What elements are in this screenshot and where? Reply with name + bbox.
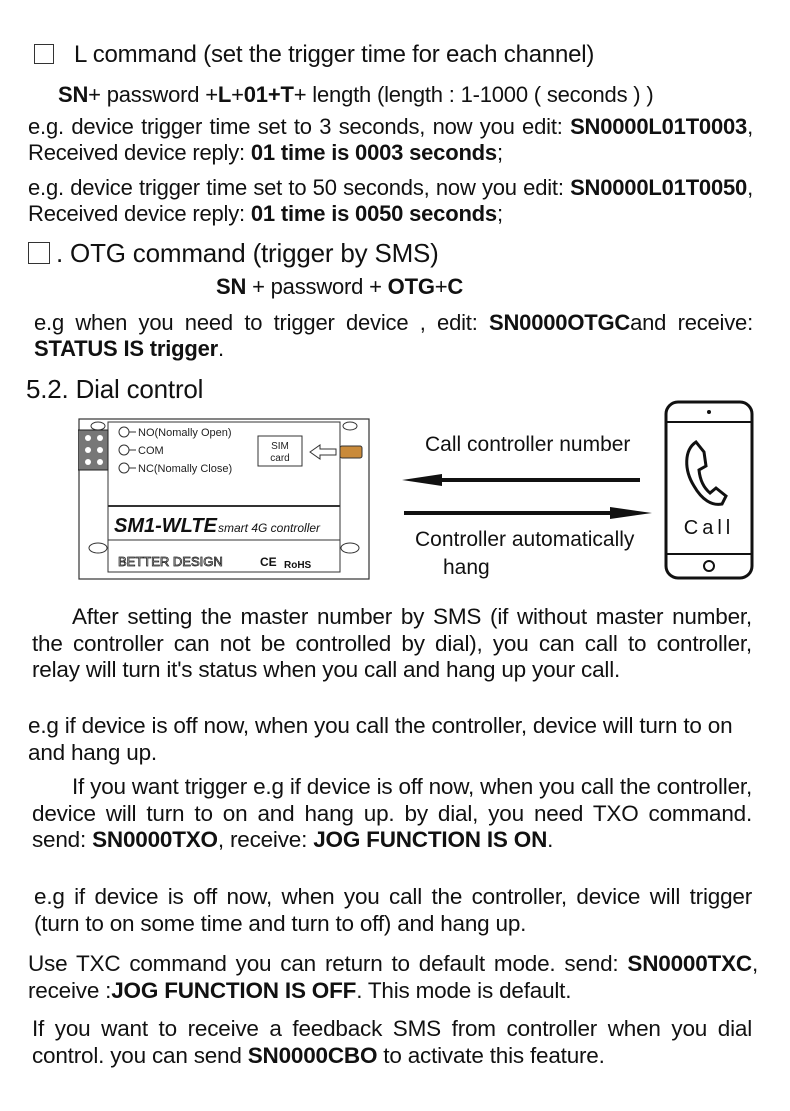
phone-illustration [664, 400, 754, 580]
paragraph-txc: Use TXC command you can return to default mode. send: SN0000TXC, receive :JOG FUNCTION IS OFF. This mode is default. [28, 951, 758, 1003]
arrow-left-icon [402, 470, 642, 490]
brand-logo: BETTER DESIGN [118, 554, 223, 569]
otg-command-syntax: SN + password + OTG+C [216, 274, 464, 299]
label-nc: NC(Nomally Close) [138, 463, 233, 475]
paragraph-example-off: e.g if device is off now, when you call the controller, device will turn to on and hang up. [28, 713, 733, 765]
l-command-heading: L command (set the trigger time for each channel) [34, 42, 759, 68]
l-example-1: e.g. device trigger time set to 3 seconds, now you edit: SN0000L01T0003, Received device reply: 01 time is 0003 seconds; [28, 114, 753, 165]
controller-device-illustration [78, 418, 370, 580]
svg-text:card: card [270, 453, 290, 464]
auto-hang-label: Controller automatically [415, 528, 635, 551]
model-name: SM1-WLTE [114, 515, 217, 537]
checkbox-icon [28, 242, 50, 264]
l-command-syntax: SN+ password +L+01+T+ length (length : 1-1000 ( seconds ) ) [58, 82, 654, 107]
svg-text:SIM: SIM [271, 441, 289, 452]
label-no: NO(Nomally Open) [138, 427, 232, 439]
terminal-block [78, 430, 108, 470]
paragraph-txo: If you want trigger e.g if device is off now, when you call the controller, device will turn to on and hang up. by dial, you need TXO command. send: SN0000TXO, receive: JOG FUNCTION IS ON. [32, 774, 752, 852]
arrow-right-icon [402, 503, 652, 523]
antenna-connector [340, 446, 362, 458]
paragraph-cbo: If you want to receive a feedback SMS from controller when you dial control. you can send SN0000CBO to activate this feature. [32, 1016, 752, 1068]
rohs-mark: RoHS [284, 560, 312, 571]
model-tagline: smart 4G controller [218, 521, 321, 535]
paragraph-trigger-example: e.g if device is off now, when you call the controller, device will trigger (turn to on some time and turn to off) and hang up. [34, 884, 752, 936]
otg-command-heading: . OTG command (trigger by SMS) [28, 238, 753, 268]
paragraph-master-number: After setting the master number by SMS (if without master number, the controller can not be controlled by dial), you can call to controller, relay will turn it's status when you call and hang up your call. [32, 604, 752, 682]
label-com: COM [138, 445, 164, 457]
dial-control-heading: 5.2. Dial control [26, 374, 204, 404]
l-example-2: e.g. device trigger time set to 50 seconds, now you edit: SN0000L01T0050, Received device reply: 01 time is 0050 seconds; [28, 175, 753, 226]
call-controller-label: Call controller number [425, 433, 631, 456]
otg-example: e.g when you need to trigger device , edit: SN0000OTGCand receive: STATUS IS trigger. [34, 310, 753, 361]
auto-hang-label-2: hang [443, 556, 490, 579]
ce-mark: CE [260, 555, 277, 569]
phone-call-label: Call [683, 517, 735, 539]
checkbox-icon [34, 44, 54, 64]
